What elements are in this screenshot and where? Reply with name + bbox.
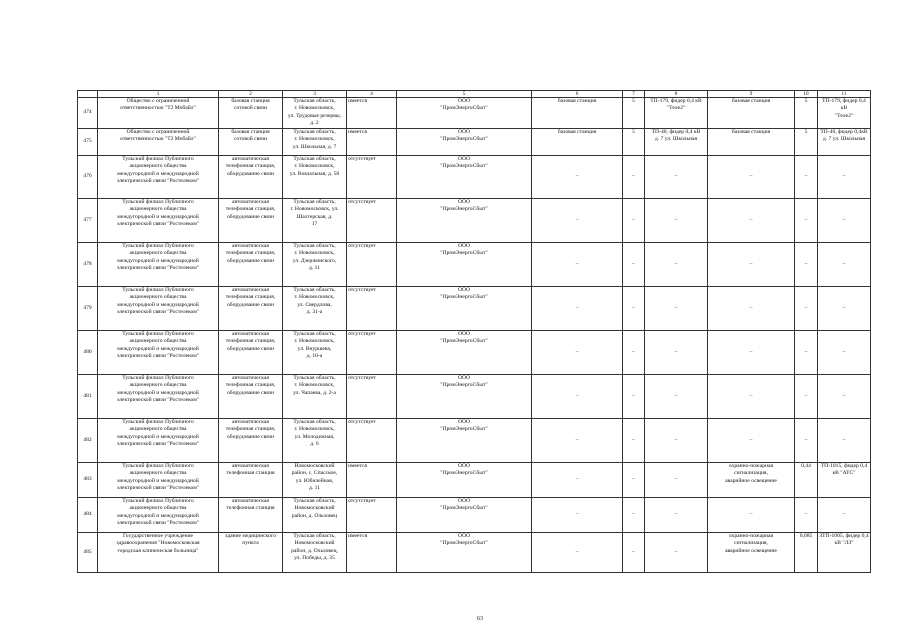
cell-c8: –: [645, 463, 708, 498]
cell-c6: –: [532, 419, 623, 463]
table-row: [78, 129, 871, 156]
cell-c10: 5: [795, 129, 818, 156]
cell-c6: –: [532, 156, 623, 199]
cell-c9: –: [708, 287, 795, 331]
cell-c8: –: [645, 243, 708, 287]
cell-c6: базовая станция: [532, 129, 623, 156]
cell-sup: ООО "ПромЭнергоСбыт": [397, 287, 532, 331]
cell-c9: –: [708, 243, 795, 287]
cell-org: Тульский филиал Публичного акционерного общества междугородной и международной электрической связи "Ростелеком": [98, 419, 219, 463]
cell-sup: ООО "ПромЭнергоСбыт": [397, 156, 532, 199]
header-cell: 8: [645, 91, 708, 98]
cell-has: отсутствует: [347, 287, 397, 331]
cell-c11: –: [818, 331, 871, 375]
cell-c6: –: [532, 331, 623, 375]
cell-c8: –: [645, 375, 708, 419]
cell-c8: ТП-40, фидер 0,4 кВ д. 7 ул. Школьная: [645, 129, 708, 156]
cell-c10: –: [795, 331, 818, 375]
cell-org: Тульский филиал Публичного акционерного общества междугородной и международной электрической связи "Ростелеком": [98, 199, 219, 243]
cell-c8: ТП-179, фидер 0,4 кВ "Теле2": [645, 98, 708, 129]
table-row: [78, 199, 871, 243]
cell-sup: ООО "ПромЭнергоСбыт": [397, 331, 532, 375]
cell-addr: Тульская область, г. Новомосковск, ул. Шахтерская, д. 17: [283, 199, 347, 243]
table-row: [78, 287, 871, 331]
cell-org: Тульский филиал Публичного акционерного общества междугородной и международной электрической связи "Ростелеком": [98, 375, 219, 419]
cell-n: 478: [78, 243, 98, 287]
header-cell: 10: [795, 91, 818, 98]
cell-c8: –: [645, 331, 708, 375]
cell-has: отсутствует: [347, 498, 397, 533]
header-cell-blank: [78, 91, 98, 98]
cell-c9: базовая станция: [708, 129, 795, 156]
cell-sup: ООО "ПромЭнергоСбыт": [397, 533, 532, 573]
cell-c10: –: [795, 419, 818, 463]
cell-sup: ООО "ПромЭнергоСбыт": [397, 375, 532, 419]
cell-c8: –: [645, 498, 708, 533]
cell-c11: ЗТП-1005, фидер 0,4 кВ "ЛЗ": [818, 533, 871, 573]
cell-n: 474: [78, 98, 98, 129]
cell-c7: –: [623, 287, 645, 331]
cell-addr: Новомосковский район, с. Спасское, ул. Юбилейная, д. 11: [283, 463, 347, 498]
table-row: [78, 156, 871, 199]
header-cell: 11: [818, 91, 871, 98]
cell-has: отсутствует: [347, 375, 397, 419]
header-cell: 5: [397, 91, 532, 98]
table-row: [78, 331, 871, 375]
table-row: [78, 463, 871, 498]
header-cell: 4: [347, 91, 397, 98]
cell-org: Тульский филиал Публичного акционерного общества междугородной и международной электрической связи "Ростелеком": [98, 287, 219, 331]
cell-obj: автоматическая телефонная станция, оборудование связи: [219, 199, 283, 243]
cell-org: Тульский филиал Публичного акционерного общества междугородной и международной электрической связи "Ростелеком": [98, 498, 219, 533]
header-row: [78, 91, 871, 98]
cell-c11: –: [818, 498, 871, 533]
cell-obj: автоматическая телефонная станция, оборудование связи: [219, 375, 283, 419]
cell-c7: –: [623, 419, 645, 463]
document-table: [77, 90, 871, 573]
cell-c10: –: [795, 498, 818, 533]
cell-sup: ООО "ПромЭнергоСбыт": [397, 419, 532, 463]
cell-sup: ООО "ПромЭнергоСбыт": [397, 463, 532, 498]
cell-c6: –: [532, 243, 623, 287]
cell-addr: Тульская область, г. Новомосковск, ул. Трудовые резервы, д. 2: [283, 98, 347, 129]
cell-has: отсутствует: [347, 199, 397, 243]
page-number: 63: [477, 616, 483, 622]
header-cell: 1: [98, 91, 219, 98]
cell-addr: Тульская область, г. Новомосковск, ул. Свердлова, д. 31-а: [283, 287, 347, 331]
cell-c7: –: [623, 199, 645, 243]
cell-has: отсутствует: [347, 419, 397, 463]
cell-n: 479: [78, 287, 98, 331]
table-row: [78, 533, 871, 573]
cell-c11: –: [818, 199, 871, 243]
cell-c6: –: [532, 375, 623, 419]
cell-c8: –: [645, 156, 708, 199]
cell-c6: –: [532, 533, 623, 573]
cell-c6: –: [532, 498, 623, 533]
cell-c8: –: [645, 419, 708, 463]
cell-c9: –: [708, 419, 795, 463]
cell-n: 481: [78, 375, 98, 419]
cell-obj: автоматическая телефонная станция, оборудование связи: [219, 331, 283, 375]
header-cell: 3: [283, 91, 347, 98]
cell-c9: базовая станция: [708, 98, 795, 129]
cell-n: 475: [78, 129, 98, 156]
cell-c7: –: [623, 243, 645, 287]
cell-has: имеется: [347, 463, 397, 498]
cell-n: 476: [78, 156, 98, 199]
cell-org: Общество с ограниченной ответственностью "Т2 Мобайл": [98, 129, 219, 156]
table-body: [78, 91, 871, 573]
cell-c10: –: [795, 375, 818, 419]
cell-obj: базовая станция сотовой связи: [219, 98, 283, 129]
cell-obj: автоматическая телефонная станция, оборудование связи: [219, 156, 283, 199]
cell-c7: 5: [623, 129, 645, 156]
header-cell: 9: [708, 91, 795, 98]
cell-addr: Тульская область, г. Новомосковск, ул. Дзержинского, д. 11: [283, 243, 347, 287]
cell-org: Тульский филиал Публичного акционерного общества междугородной и международной электрической связи "Ростелеком": [98, 463, 219, 498]
cell-addr: Тульская область, Новомосковский район, д. Ольховец: [283, 498, 347, 533]
cell-obj: здание медицинского пункта: [219, 533, 283, 573]
cell-has: отсутствует: [347, 243, 397, 287]
cell-c7: –: [623, 375, 645, 419]
cell-obj: автоматическая телефонная станция: [219, 463, 283, 498]
cell-n: 480: [78, 331, 98, 375]
cell-has: имеется: [347, 533, 397, 573]
cell-c11: –: [818, 243, 871, 287]
cell-c7: –: [623, 498, 645, 533]
cell-addr: Тульская область, г. Новомосковск, ул. Внуршева, д. 10-а: [283, 331, 347, 375]
header-cell: 6: [532, 91, 623, 98]
cell-c11: ТП-179, фидер 0,4 кВ "Теле2": [818, 98, 871, 129]
cell-c9: –: [708, 498, 795, 533]
cell-n: 483: [78, 463, 98, 498]
cell-c6: –: [532, 287, 623, 331]
cell-org: Тульский филиал Публичного акционерного общества междугородной и международной электрической связи "Ростелеком": [98, 156, 219, 199]
cell-has: имеется: [347, 98, 397, 129]
cell-c8: –: [645, 287, 708, 331]
cell-obj: автоматическая телефонная станция, оборудование связи: [219, 243, 283, 287]
cell-c11: –: [818, 156, 871, 199]
cell-c8: –: [645, 533, 708, 573]
cell-n: 485: [78, 533, 98, 573]
cell-obj: базовая станция сотовой связи: [219, 129, 283, 156]
cell-c9: –: [708, 375, 795, 419]
cell-addr: Тульская область, г. Новомосковск, ул. Чапаева, д. 2-а: [283, 375, 347, 419]
cell-c9: охранно-пожарная сигнализация, аварийное освещение: [708, 533, 795, 573]
cell-has: имеется: [347, 129, 397, 156]
cell-c7: –: [623, 331, 645, 375]
cell-c6: –: [532, 199, 623, 243]
cell-c11: ТП-1015, фидер 0,4 кВ "АТС": [818, 463, 871, 498]
table-row: [78, 498, 871, 533]
cell-sup: ООО "ПромЭнергоСбыт": [397, 243, 532, 287]
header-cell: 7: [623, 91, 645, 98]
cell-c9: охранно-пожарная сигнализация, аварийное освещение: [708, 463, 795, 498]
cell-org: Тульский филиал Публичного акционерного общества междугородной и международной электрической связи "Ростелеком": [98, 243, 219, 287]
cell-obj: автоматическая телефонная станция: [219, 498, 283, 533]
cell-c7: 5: [623, 98, 645, 129]
cell-n: 484: [78, 498, 98, 533]
cell-c9: –: [708, 199, 795, 243]
cell-c11: –: [818, 287, 871, 331]
cell-addr: Тульская область, Новомосковский район, д. Ольховец, ул. Победы, д. 35: [283, 533, 347, 573]
cell-has: отсутствует: [347, 156, 397, 199]
cell-c10: –: [795, 287, 818, 331]
table-row: [78, 98, 871, 129]
cell-org: Государственное учреждение здравоохранения "Новомосковская городская клиническая больница": [98, 533, 219, 573]
cell-org: Тульский филиал Публичного акционерного общества междугородной и международной электрической связи "Ростелеком": [98, 331, 219, 375]
cell-c9: –: [708, 331, 795, 375]
cell-sup: ООО "ПромЭнергоСбыт": [397, 129, 532, 156]
cell-c10: 0,085: [795, 533, 818, 573]
cell-c6: –: [532, 463, 623, 498]
cell-c6: базовая станция: [532, 98, 623, 129]
cell-c7: –: [623, 463, 645, 498]
cell-c10: –: [795, 199, 818, 243]
cell-c11: –: [818, 419, 871, 463]
cell-addr: Тульская область, г. Новомосковск, ул. Молодежная, д. 6: [283, 419, 347, 463]
cell-c10: –: [795, 243, 818, 287]
cell-obj: автоматическая телефонная станция, оборудование связи: [219, 419, 283, 463]
cell-c7: –: [623, 533, 645, 573]
cell-c7: –: [623, 156, 645, 199]
cell-c11: ТП-40, фидер 0,4кВ д. 7 ул. Школьная: [818, 129, 871, 156]
cell-addr: Тульская область, г. Новомосковск, ул. Школьная, д. 7: [283, 129, 347, 156]
cell-c10: –: [795, 156, 818, 199]
cell-n: 482: [78, 419, 98, 463]
table-row: [78, 419, 871, 463]
cell-obj: автоматическая телефонная станция, оборудование связи: [219, 287, 283, 331]
cell-has: отсутствует: [347, 331, 397, 375]
cell-sup: ООО "ПромЭнергоСбыт": [397, 98, 532, 129]
table-row: [78, 243, 871, 287]
cell-sup: ООО "ПромЭнергоСбыт": [397, 199, 532, 243]
table-row: [78, 375, 871, 419]
cell-c8: –: [645, 199, 708, 243]
cell-addr: Тульская область, г. Новомосковск, ул. Вокзальная, д. 58: [283, 156, 347, 199]
cell-c10: 5: [795, 98, 818, 129]
cell-org: Общество с ограниченной ответственностью "Т2 Мобайл": [98, 98, 219, 129]
header-cell: 2: [219, 91, 283, 98]
cell-n: 477: [78, 199, 98, 243]
cell-c9: –: [708, 156, 795, 199]
cell-sup: ООО "ПромЭнергоСбыт": [397, 498, 532, 533]
cell-c11: –: [818, 375, 871, 419]
cell-c10: 0,44: [795, 463, 818, 498]
